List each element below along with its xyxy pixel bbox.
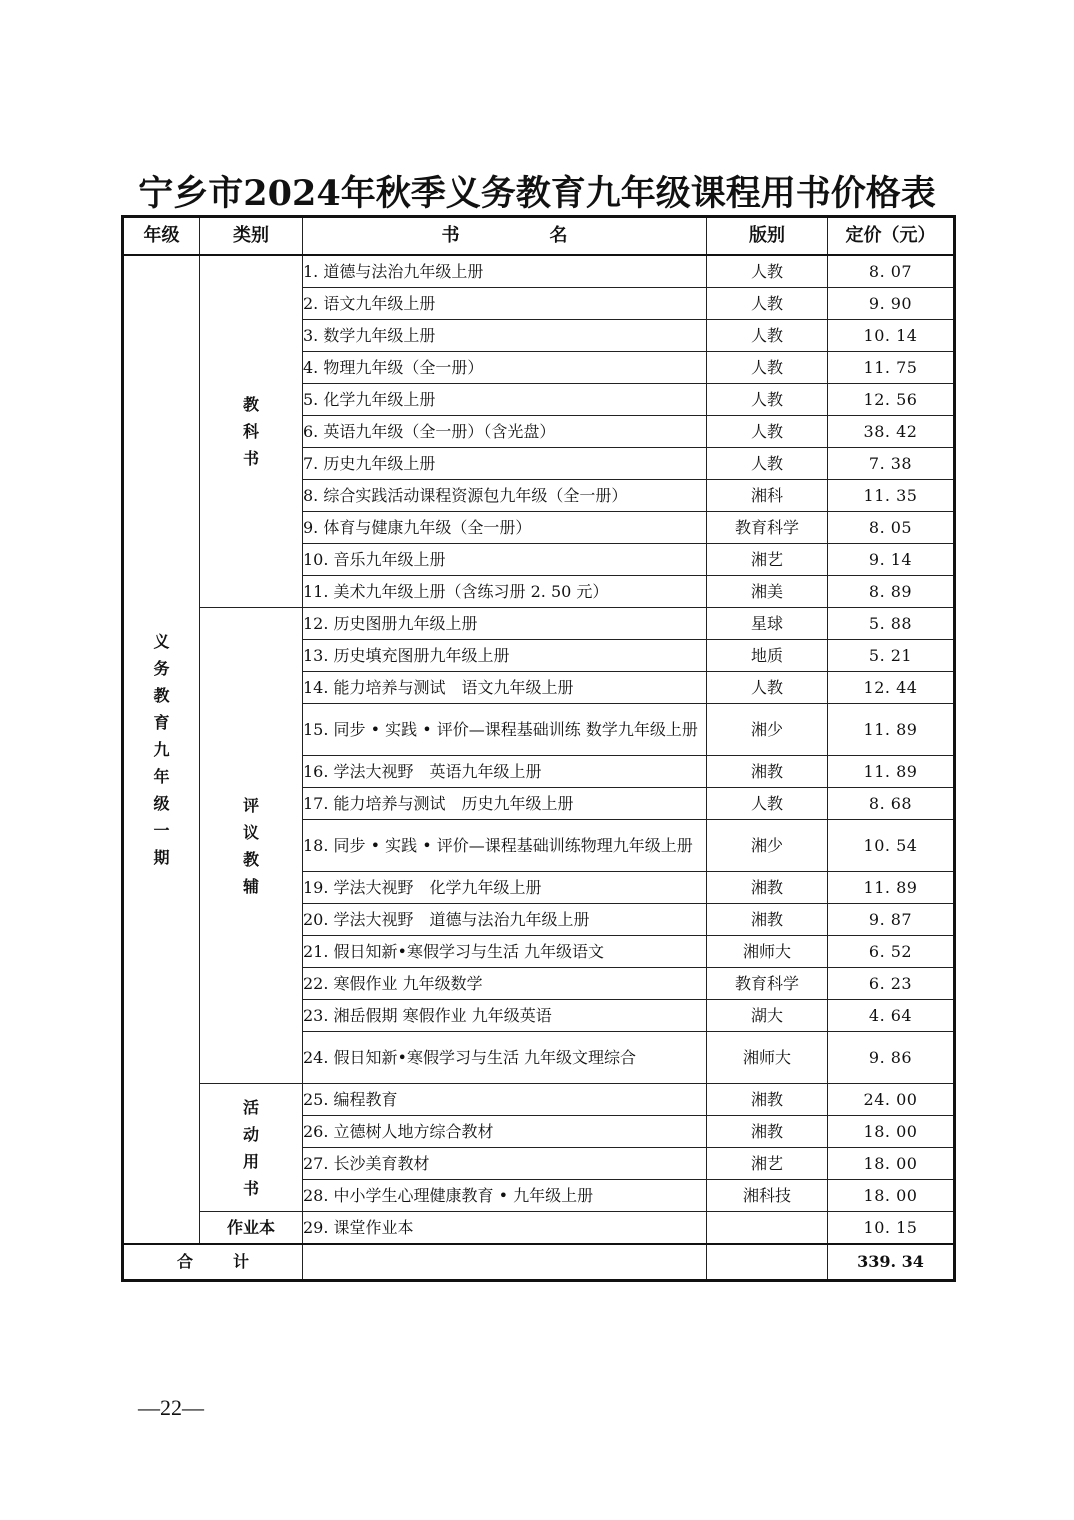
book-publisher: 湘少	[707, 820, 828, 872]
book-price: 9. 87	[828, 904, 955, 936]
book-name: 10. 音乐九年级上册	[303, 544, 707, 576]
book-name: 14. 能力培养与测试 语文九年级上册	[303, 672, 707, 704]
book-name: 20. 学法大视野 道德与法治九年级上册	[303, 904, 707, 936]
grade-cell	[123, 255, 200, 1244]
category-review-char: 辅	[242, 876, 259, 896]
table-row	[123, 608, 955, 640]
page-number: —22—	[138, 1395, 204, 1420]
page-title: 宁乡市2024年秋季义务教育九年级课程用书价格表	[138, 173, 936, 214]
total-row	[123, 1244, 955, 1281]
grade-label-char: 九	[153, 740, 170, 759]
book-publisher: 人教	[707, 352, 828, 384]
header-row	[123, 217, 955, 256]
book-price: 6. 52	[828, 936, 955, 968]
book-name: 28. 中小学生心理健康教育 • 九年级上册	[303, 1180, 707, 1212]
book-name: 17. 能力培养与测试 历史九年级上册	[303, 788, 707, 820]
book-price: 10. 54	[828, 820, 955, 872]
category-cell-homework: 作业本	[200, 1212, 303, 1245]
book-name: 26. 立德树人地方综合教材	[303, 1116, 707, 1148]
book-name: 15. 同步 • 实践 • 评价—课程基础训练 数学九年级上册	[303, 704, 707, 756]
book-price: 4. 64	[828, 1000, 955, 1032]
book-publisher: 人教	[707, 320, 828, 352]
book-name: 6. 英语九年级（全一册）（含光盘）	[303, 416, 707, 448]
category-cell-activity	[200, 1084, 303, 1212]
book-publisher: 湖大	[707, 1000, 828, 1032]
book-publisher: 人教	[707, 416, 828, 448]
book-price: 24. 00	[828, 1084, 955, 1116]
book-price: 11. 75	[828, 352, 955, 384]
book-price: 11. 89	[828, 756, 955, 788]
book-name: 27. 长沙美育教材	[303, 1148, 707, 1180]
table-row	[123, 255, 955, 288]
book-publisher: 人教	[707, 288, 828, 320]
book-price: 5. 21	[828, 640, 955, 672]
table-row	[123, 1212, 955, 1245]
book-publisher: 湘教	[707, 904, 828, 936]
total-value: 339. 34	[828, 1244, 955, 1281]
book-publisher: 湘美	[707, 576, 828, 608]
category-textbook-char: 科	[242, 422, 259, 441]
book-name: 25. 编程教育	[303, 1084, 707, 1116]
book-publisher: 人教	[707, 384, 828, 416]
header-publisher: 版别	[707, 217, 828, 256]
price-table	[121, 215, 956, 1282]
book-name: 2. 语文九年级上册	[303, 288, 707, 320]
book-price: 9. 86	[828, 1032, 955, 1084]
book-name: 13. 历史填充图册九年级上册	[303, 640, 707, 672]
grade-label-char: 义	[153, 632, 170, 651]
book-price: 8. 07	[828, 255, 955, 288]
category-review-char: 议	[242, 822, 259, 842]
book-name: 7. 历史九年级上册	[303, 448, 707, 480]
category-activity-char: 用	[242, 1151, 259, 1171]
book-price: 10. 15	[828, 1212, 955, 1245]
category-textbook-char: 书	[242, 449, 259, 468]
book-price: 11. 35	[828, 480, 955, 512]
book-publisher: 湘科	[707, 480, 828, 512]
grade-label-char: 期	[153, 848, 170, 867]
book-publisher: 教育科学	[707, 968, 828, 1000]
book-name: 9. 体育与健康九年级（全一册）	[303, 512, 707, 544]
book-publisher: 地质	[707, 640, 828, 672]
book-publisher: 湘少	[707, 704, 828, 756]
book-name: 23. 湘岳假期 寒假作业 九年级英语	[303, 1000, 707, 1032]
book-name: 1. 道德与法治九年级上册	[303, 255, 707, 288]
table-row	[123, 1084, 955, 1116]
category-cell-textbook	[200, 255, 303, 608]
grade-label-char: 一	[153, 821, 170, 840]
book-price: 9. 14	[828, 544, 955, 576]
book-publisher: 湘艺	[707, 1148, 828, 1180]
category-textbook-char: 教	[242, 395, 259, 414]
book-price: 5. 88	[828, 608, 955, 640]
book-publisher: 湘艺	[707, 544, 828, 576]
book-price: 8. 68	[828, 788, 955, 820]
category-cell-review	[200, 608, 303, 1084]
book-publisher: 人教	[707, 788, 828, 820]
grade-label-char: 教	[153, 686, 170, 705]
category-activity-char: 活	[242, 1097, 259, 1117]
book-name: 11. 美术九年级上册（含练习册 2. 50 元）	[303, 576, 707, 608]
book-price: 8. 89	[828, 576, 955, 608]
total-empty-publisher	[707, 1244, 828, 1281]
book-publisher: 人教	[707, 672, 828, 704]
book-name: 24. 假日知新•寒假学习与生活 九年级文理综合	[303, 1032, 707, 1084]
book-name: 21. 假日知新•寒假学习与生活 九年级语文	[303, 936, 707, 968]
book-price: 11. 89	[828, 704, 955, 756]
book-price: 11. 89	[828, 872, 955, 904]
book-publisher: 湘师大	[707, 1032, 828, 1084]
book-publisher	[707, 1212, 828, 1245]
header-book-name: 书 名	[303, 217, 707, 256]
book-name: 16. 学法大视野 英语九年级上册	[303, 756, 707, 788]
book-name: 29. 课堂作业本	[303, 1212, 707, 1245]
book-name: 19. 学法大视野 化学九年级上册	[303, 872, 707, 904]
book-publisher: 湘教	[707, 1116, 828, 1148]
book-name: 5. 化学九年级上册	[303, 384, 707, 416]
header-category: 类别	[200, 217, 303, 256]
grade-label-char: 级	[153, 794, 170, 813]
book-price: 18. 00	[828, 1180, 955, 1212]
book-price: 18. 00	[828, 1148, 955, 1180]
category-review-char: 教	[242, 849, 259, 869]
grade-label-char: 年	[153, 767, 170, 786]
book-price: 18. 00	[828, 1116, 955, 1148]
header-grade: 年级	[123, 217, 200, 256]
book-price: 7. 38	[828, 448, 955, 480]
book-publisher: 湘科技	[707, 1180, 828, 1212]
book-price: 10. 14	[828, 320, 955, 352]
total-label: 合计	[123, 1244, 303, 1281]
book-name: 3. 数学九年级上册	[303, 320, 707, 352]
book-publisher: 湘教	[707, 1084, 828, 1116]
book-publisher: 星球	[707, 608, 828, 640]
category-activity-char: 书	[242, 1178, 259, 1198]
book-publisher: 人教	[707, 448, 828, 480]
grade-label-char: 务	[153, 659, 170, 678]
book-price: 9. 90	[828, 288, 955, 320]
book-publisher: 湘师大	[707, 936, 828, 968]
header-price: 定价（元）	[828, 217, 955, 256]
book-publisher: 教育科学	[707, 512, 828, 544]
book-price: 38. 42	[828, 416, 955, 448]
book-price: 12. 56	[828, 384, 955, 416]
grade-label-char: 育	[153, 713, 170, 732]
book-price: 8. 05	[828, 512, 955, 544]
book-price: 12. 44	[828, 672, 955, 704]
category-activity-char: 动	[242, 1124, 259, 1144]
book-name: 12. 历史图册九年级上册	[303, 608, 707, 640]
category-review-char: 评	[242, 795, 259, 815]
book-name: 22. 寒假作业 九年级数学	[303, 968, 707, 1000]
book-publisher: 湘教	[707, 872, 828, 904]
book-publisher: 人教	[707, 255, 828, 288]
total-empty-name	[303, 1244, 707, 1281]
book-price: 6. 23	[828, 968, 955, 1000]
book-publisher: 湘教	[707, 756, 828, 788]
book-name: 4. 物理九年级（全一册）	[303, 352, 707, 384]
book-name: 18. 同步 • 实践 • 评价—课程基础训练物理九年级上册	[303, 820, 707, 872]
book-name: 8. 综合实践活动课程资源包九年级（全一册）	[303, 480, 707, 512]
